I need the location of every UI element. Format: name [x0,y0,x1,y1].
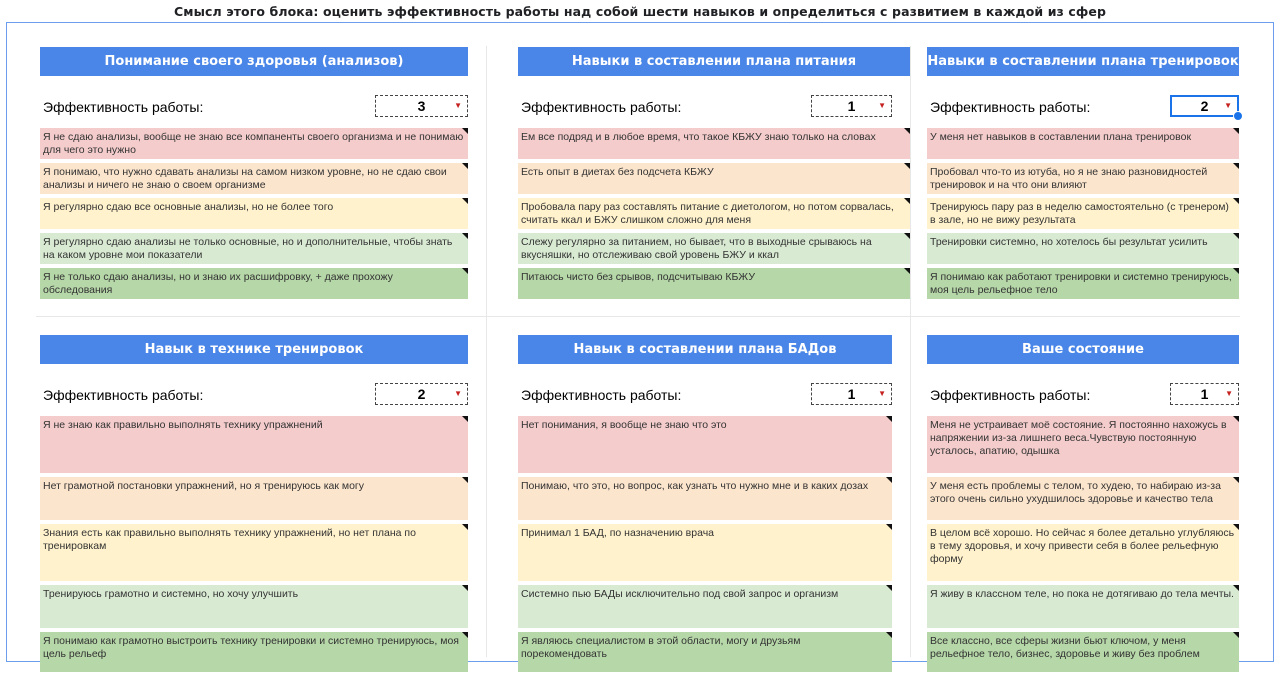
option-text: Я являюсь специалистом в этой области, могу и друзьям порекомендовать [521,635,801,660]
option-text: Принимал 1 БАД, по назначению врача [521,527,715,539]
effectiveness-label: Эффективность работы: [930,99,1091,115]
effectiveness-value: 2 [417,386,426,402]
effectiveness-label: Эффективность работы: [43,99,204,115]
skill-block-nutrition [518,47,910,303]
comment-marker-icon [1233,163,1239,169]
comment-marker-icon [886,416,892,422]
comment-marker-icon [1233,233,1239,239]
effectiveness-row [40,95,468,119]
option-text: Нет грамотной постановки упражнений, но я тренируюсь как могу [43,480,365,492]
option-text: Все классно, все сферы жизни бьют ключом, у меня рельефное тело, бизнес, здоровье и живу без проблем [930,635,1200,660]
comment-marker-icon [904,163,910,169]
comment-marker-icon [462,524,468,530]
effectiveness-label: Эффективность работы: [930,387,1091,403]
comment-marker-icon [904,233,910,239]
option-text: Слежу регулярно за питанием, но бывает, что в выходные срываюсь на вкусняшки, но отслеживаю свой уровень БЖУ и ккал [521,236,872,261]
option-text: Есть опыт в диетах без подсчета КБЖУ [521,166,714,178]
comment-marker-icon [886,632,892,638]
option-level-2[interactable] [927,477,1239,520]
option-level-1[interactable] [927,128,1239,159]
skill-block-health [40,47,468,303]
comment-marker-icon [1233,632,1239,638]
comment-marker-icon [886,524,892,530]
comment-marker-icon [1233,198,1239,204]
option-level-2[interactable] [927,163,1239,194]
option-text: Тренируюсь пару раз в неделю самостоятельно (с тренером) в зале, но не вижу результата [930,201,1229,226]
option-level-2[interactable] [518,163,910,194]
option-level-1[interactable] [40,416,468,473]
option-level-2[interactable] [40,477,468,520]
comment-marker-icon [462,163,468,169]
comment-marker-icon [462,477,468,483]
effectiveness-row [927,95,1239,119]
option-level-1[interactable] [927,416,1239,473]
comment-marker-icon [886,585,892,591]
effectiveness-dropdown[interactable] [811,383,892,405]
option-level-5[interactable] [927,632,1239,672]
block-title: Навыки в составлении плана питания [518,47,910,76]
comment-marker-icon [462,416,468,422]
column-divider [486,46,487,657]
skill-block-supplements [518,335,892,676]
option-level-3[interactable] [927,198,1239,229]
option-text: Ем все подряд и в любое время, что такое КБЖУ знаю только на словах [521,131,876,143]
comment-marker-icon [462,198,468,204]
block-title: Навыки в составлении плана тренировок [927,47,1239,76]
skill-block-state [927,335,1239,676]
dropdown-arrow-icon: ▼ [454,101,462,110]
option-level-5[interactable] [518,632,892,672]
option-level-3[interactable] [927,524,1239,581]
option-level-4[interactable] [518,233,910,264]
comment-marker-icon [1233,268,1239,274]
comment-marker-icon [462,585,468,591]
option-level-2[interactable] [40,163,468,194]
option-text: Я регулярно сдаю все основные анализы, но не более того [43,201,334,213]
effectiveness-dropdown[interactable] [375,383,468,405]
option-text: Пробовал что-то из ютуба, но я не знаю разновидностей тренировок и на что они влияют [930,166,1208,191]
option-text: Нет понимания, я вообще не знаю что это [521,419,727,431]
option-text: Я не только сдаю анализы, но и знаю их расшифровку, + даже прохожу обследования [43,271,393,296]
option-text: Я не сдаю анализы, вообще не знаю все компаненты своего организма и не понимаю для чего это нужно [43,131,464,156]
option-text: Я понимаю как работают тренировки и системно тренируюсь, моя цель рельефное тело [930,271,1232,296]
option-level-4[interactable] [518,585,892,628]
comment-marker-icon [1233,128,1239,134]
option-text: Системно пью БАДы исключительно под свой запрос и организм [521,588,839,600]
block-title: Навык в составлении плана БАДов [518,335,892,364]
effectiveness-row [518,95,910,119]
option-level-5[interactable] [927,268,1239,299]
dropdown-arrow-icon: ▼ [1224,101,1232,110]
block-title: Навык в технике тренировок [40,335,468,364]
block-title: Понимание своего здоровья (анализов) [40,47,468,76]
dropdown-arrow-icon: ▼ [1225,389,1233,398]
effectiveness-value: 1 [847,386,856,402]
option-level-3[interactable] [518,524,892,581]
option-text: Я регулярно сдаю анализы не только основные, но и дополнительные, чтобы знать на каком уровне мои показатели [43,236,453,261]
option-level-5[interactable] [40,632,468,672]
option-text: Меня не устраивает моё состояние. Я постоянно нахожусь в напряжении из-за лишнего веса.Чувствую постоянную усталось, апатию, одышка [930,419,1227,457]
option-level-5[interactable] [40,268,468,299]
option-text: Я понимаю, что нужно сдавать анализы на самом низком уровне, но не сдаю свои анализы и ничего не знаю о своем организме [43,166,447,191]
effectiveness-label: Эффективность работы: [521,99,682,115]
effectiveness-dropdown[interactable] [1170,383,1239,405]
option-text: Пробовала пару раз составлять питание с диетологом, но потом сорвалась, считать ккал и БЖУ слишком сложно для меня [521,201,894,226]
effectiveness-label: Эффективность работы: [521,387,682,403]
column-divider [910,46,911,657]
effectiveness-label: Эффективность работы: [43,387,204,403]
option-level-3[interactable] [40,198,468,229]
option-text: В целом всё хорошо. Но сейчас я более детально углубляюсь в тему здоровья, и хочу привести себя в более рельефную форму [930,527,1235,565]
comment-marker-icon [904,268,910,274]
dropdown-arrow-icon: ▼ [878,101,886,110]
selection-handle[interactable] [1233,111,1243,121]
option-text: У меня есть проблемы с телом, то худею, то набираю из-за этого очень сильно ухудшилось здоровье и качество тела [930,480,1221,505]
option-text: Тренировки системно, но хотелось бы результат усилить [930,236,1208,248]
comment-marker-icon [1233,585,1239,591]
option-text: Знания есть как правильно выполнять технику упражнений, но нет плана по тренировкам [43,527,416,552]
option-text: Я не знаю как правильно выполнять технику упражнений [43,419,323,431]
option-level-4[interactable] [40,233,468,264]
option-level-1[interactable] [518,128,910,159]
effectiveness-row [40,383,468,407]
effectiveness-dropdown[interactable] [1170,95,1239,117]
effectiveness-dropdown[interactable] [375,95,468,117]
effectiveness-value: 2 [1200,98,1209,114]
option-text: Я живу в классном теле, но пока не дотягиваю до тела мечты. [930,588,1234,600]
option-text: Я понимаю как грамотно выстроить технику тренировки и системно тренируюсь, моя цель рельеф [43,635,459,660]
option-level-1[interactable] [40,128,468,159]
option-level-1[interactable] [518,416,892,473]
option-level-4[interactable] [40,585,468,628]
effectiveness-value: 1 [1200,386,1209,402]
row-divider [36,316,1240,317]
comment-marker-icon [462,128,468,134]
skill-block-training-plan [927,47,1239,303]
option-text: У меня нет навыков в составлении плана тренировок [930,131,1192,143]
comment-marker-icon [462,233,468,239]
comment-marker-icon [1233,524,1239,530]
comment-marker-icon [1233,416,1239,422]
effectiveness-row [927,383,1239,407]
effectiveness-value: 1 [847,98,856,114]
option-level-3[interactable] [518,198,910,229]
option-text: Понимаю, что это, но вопрос, как узнать что нужно мне и в каких дозах [521,480,869,492]
effectiveness-row [518,383,892,407]
block-title: Ваше состояние [927,335,1239,364]
comment-marker-icon [886,477,892,483]
option-level-4[interactable] [927,233,1239,264]
option-level-2[interactable] [518,477,892,520]
page-title: Смысл этого блока: оценить эффективность работы над собой шести навыков и определиться с развитием в каждой из сфер [173,4,1107,19]
effectiveness-value: 3 [417,98,426,114]
option-level-3[interactable] [40,524,468,581]
option-text: Тренируюсь грамотно и системно, но хочу улучшить [43,588,299,600]
comment-marker-icon [904,128,910,134]
skill-block-technique [40,335,468,676]
comment-marker-icon [462,268,468,274]
option-level-4[interactable] [927,585,1239,628]
option-text: Питаюсь чисто без срывов, подсчитываю КБЖУ [521,271,756,283]
comment-marker-icon [462,632,468,638]
dropdown-arrow-icon: ▼ [878,389,886,398]
comment-marker-icon [904,198,910,204]
dropdown-arrow-icon: ▼ [454,389,462,398]
option-level-5[interactable] [518,268,910,299]
comment-marker-icon [1233,477,1239,483]
effectiveness-dropdown[interactable] [811,95,892,117]
